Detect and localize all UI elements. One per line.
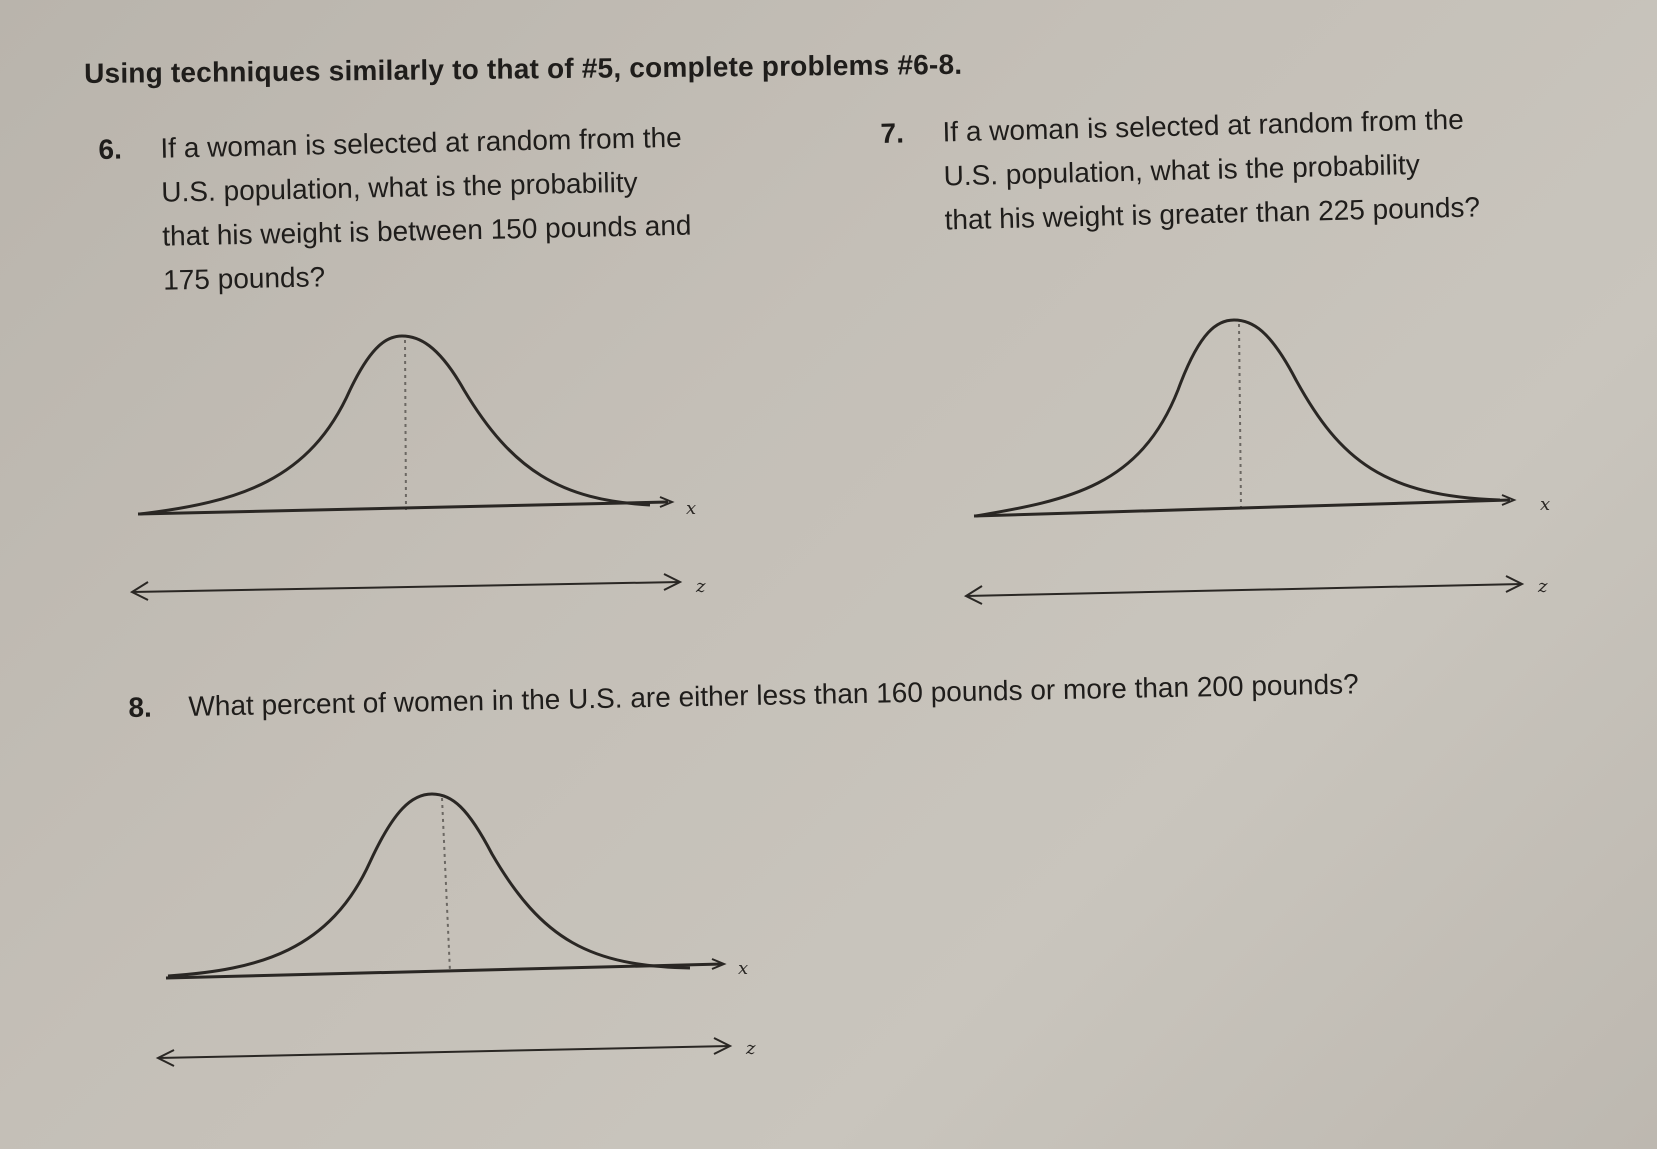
problem-text [942, 97, 1481, 242]
problem-line: U.S. population, what is the probability [943, 148, 1421, 192]
problem-line: If a woman is selected at random from the [942, 103, 1465, 148]
problem-line: What percent of women in the U.S. are either less than 160 pounds or more than 200 pounds? [188, 668, 1359, 722]
z-axis-label: z [696, 576, 706, 597]
normal-curve-graph-8 [150, 780, 770, 1080]
problem-line: 175 pounds? [162, 261, 326, 296]
normal-curve-graph-7 [960, 310, 1560, 610]
z-number-line [132, 582, 680, 592]
problem-line: U.S. population, what is the probability [161, 166, 638, 208]
mean-dotted-line [442, 798, 450, 972]
normal-curve-graph-6 [120, 330, 740, 640]
z-number-line [966, 584, 1522, 596]
problem-line: that his weight is between 150 pounds and [161, 209, 692, 252]
problem-line: If a woman is selected at random from the [160, 121, 683, 164]
bell-curve [976, 320, 1500, 516]
problem-number: 7. [880, 117, 905, 149]
curve-axis-label: x [686, 498, 697, 519]
problem-number: 8. [128, 691, 153, 723]
z-axis-label: z [746, 1038, 756, 1059]
z-number-line [158, 1046, 730, 1058]
z-axis-label: z [1538, 576, 1548, 597]
bell-curve [140, 336, 650, 514]
curve-axis-label: x [1540, 494, 1551, 515]
curve-baseline [974, 500, 1510, 516]
problem-number: 6. [98, 133, 123, 165]
mean-dotted-line [1239, 324, 1241, 508]
worksheet-heading: Using techniques similarly to that of #5, complete problems #6-8. [84, 48, 963, 89]
problem-line: that his weight is greater than 225 pounds? [944, 191, 1481, 236]
mean-dotted-line [405, 340, 406, 510]
curve-axis-label: x [738, 958, 749, 979]
problem-text [188, 662, 1359, 728]
problem-text [160, 116, 693, 303]
bell-curve [168, 794, 690, 976]
curve-baseline [166, 964, 722, 978]
curve-baseline [138, 502, 668, 514]
